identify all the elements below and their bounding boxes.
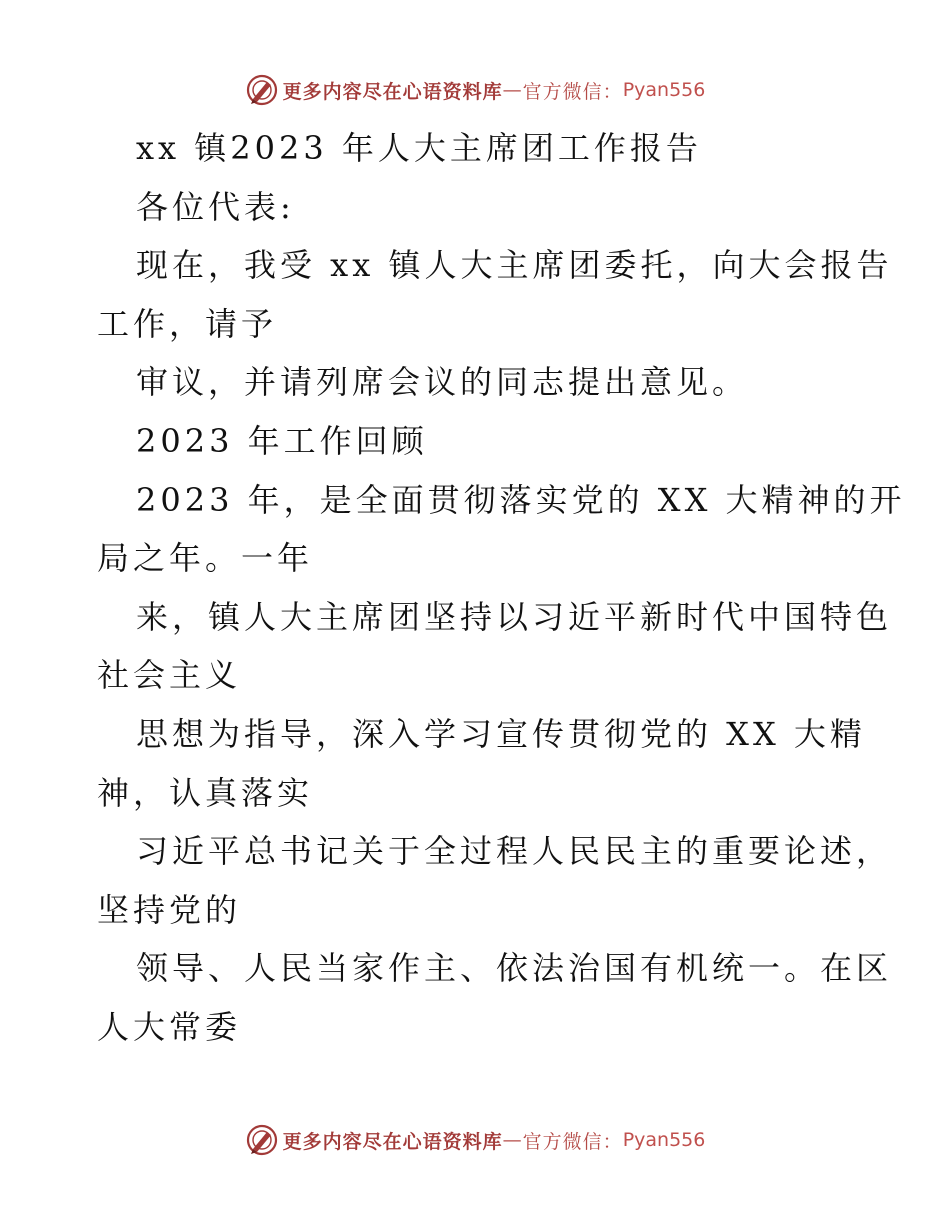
watermark-dash: —: [502, 79, 523, 101]
watermark-wechat-id: Pyan556: [622, 79, 706, 101]
text-line: 来，镇人大主席团坚持以习近平新时代中国特色: [136, 597, 893, 636]
text-line: 工作，请予: [97, 304, 278, 343]
text-line: 领导、人民当家作主、依法治国有机统一。在区: [136, 949, 893, 988]
text-line: 习近平总书记关于全过程人民民主的重要论述，: [136, 832, 893, 871]
text-line: 思想为指导，深入学习宣传贯彻党的 XX 大精: [136, 714, 866, 753]
watermark-label: 官方微信：: [522, 80, 623, 103]
text-line: 局之年。一年: [97, 539, 314, 578]
watermark-banner-top: [0, 70, 950, 110]
watermark-dash: —: [502, 1129, 523, 1151]
watermark-brand: 更多内容尽在心语资料库: [282, 1130, 503, 1153]
text-line: 2023 年，是全面贯彻落实党的 XX 大精神的开: [136, 480, 906, 519]
text-line: 社会主义: [97, 656, 242, 695]
watermark-label: 官方微信：: [522, 1130, 623, 1153]
text-line: 人大常委: [97, 1007, 242, 1046]
watermark-brand: 更多内容尽在心语资料库: [282, 80, 503, 103]
text-line: 2023 年工作回顾: [136, 421, 428, 460]
watermark-banner-bottom: [0, 1120, 950, 1160]
text-line: 神，认真落实: [97, 773, 314, 812]
text-line: 坚持党的: [97, 890, 242, 929]
text-line: 审议，并请列席会议的同志提出意见。: [136, 363, 749, 402]
text-line: 现在，我受 xx 镇人大主席团委托，向大会报告: [136, 246, 893, 285]
pen-logo-icon: [245, 1123, 279, 1157]
watermark-wechat-id: Pyan556: [622, 1129, 706, 1151]
text-line: xx 镇2023 年人大主席团工作报告: [136, 129, 702, 167]
document-body: [97, 119, 906, 1057]
text-line: 各位代表:: [136, 187, 295, 226]
pen-logo-icon: [245, 73, 279, 107]
